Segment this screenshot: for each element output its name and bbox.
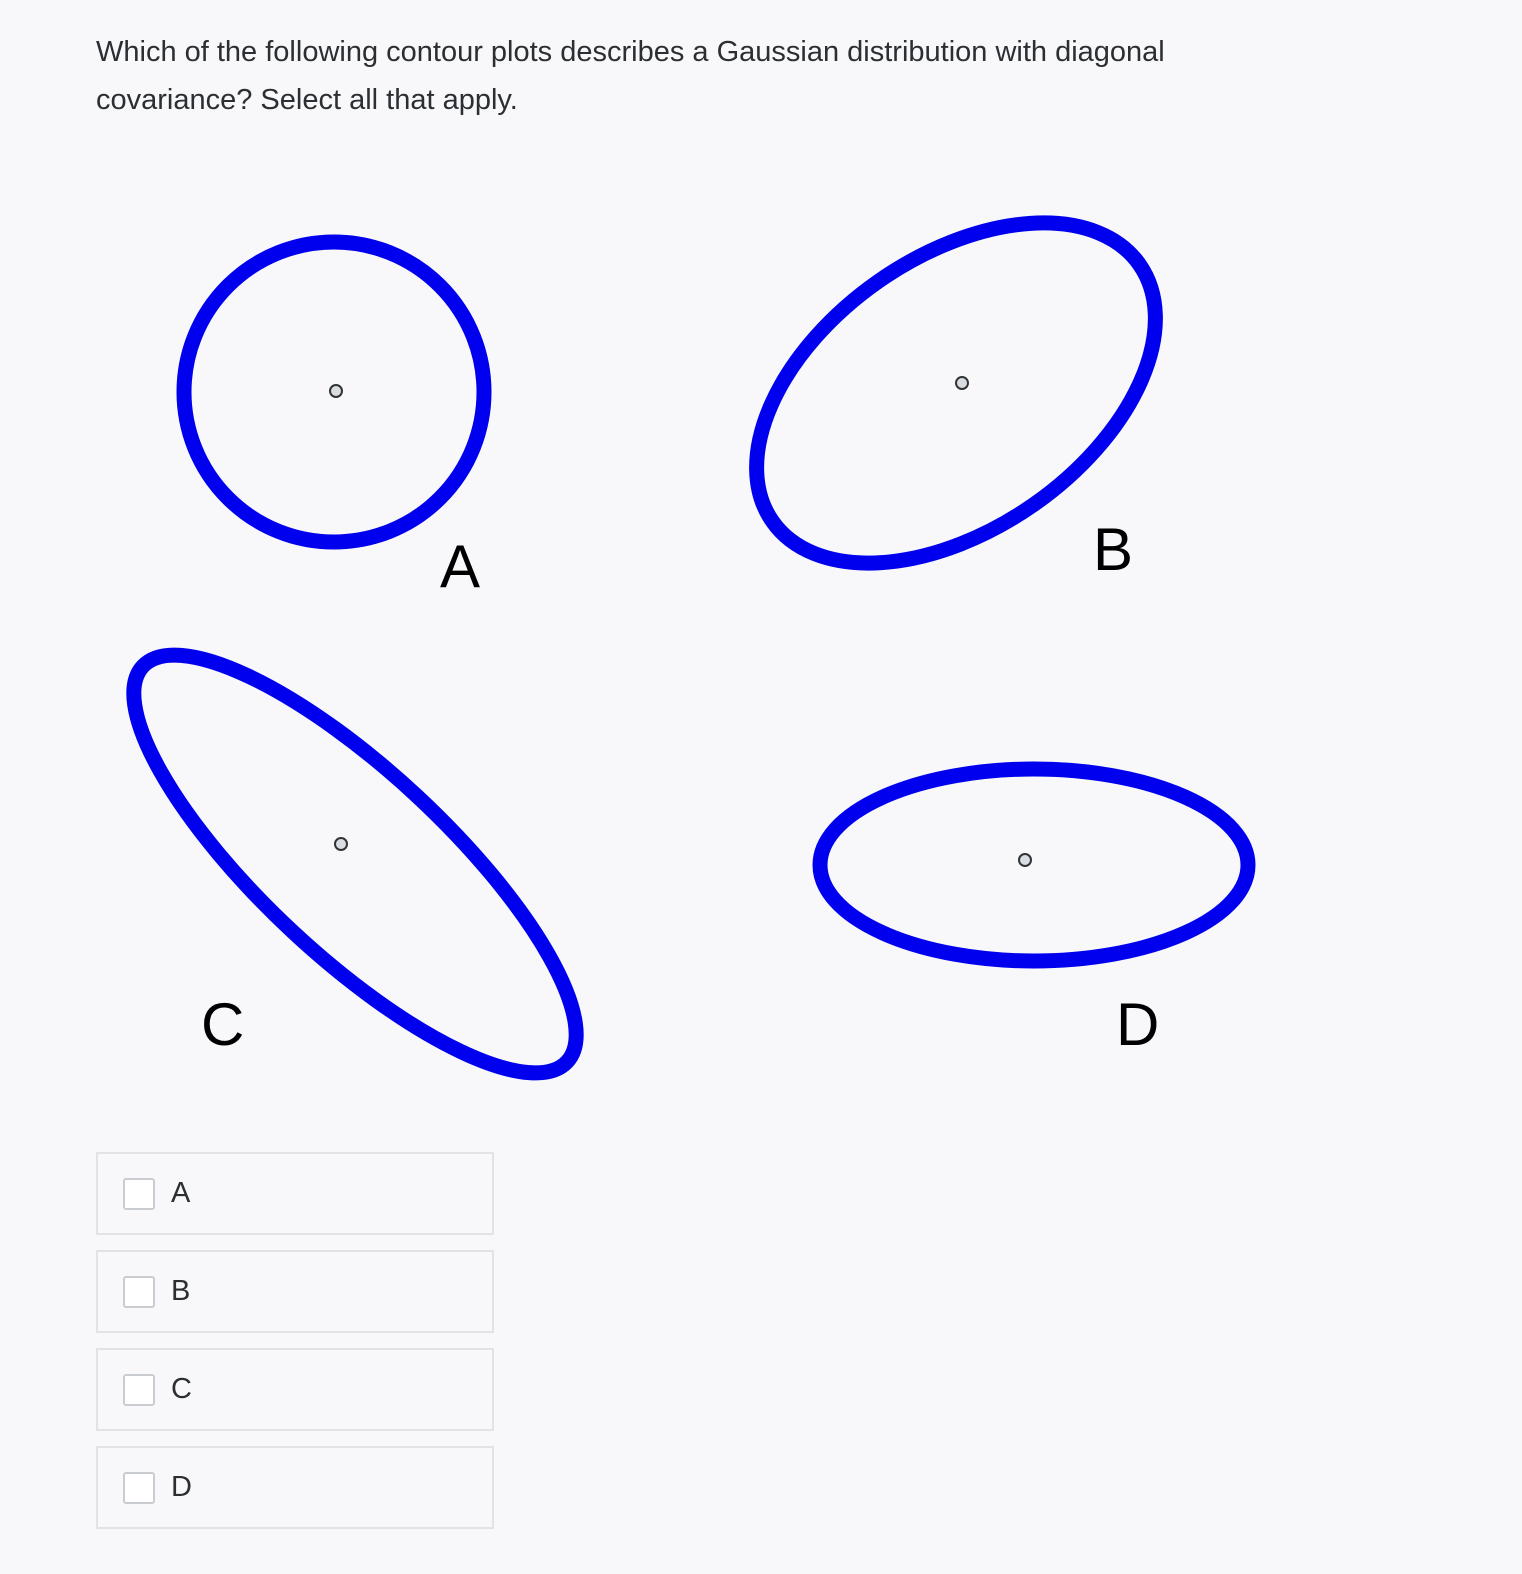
mean-point-c [335, 838, 347, 850]
option-c[interactable] [96, 1348, 494, 1431]
plot-label-c: C [201, 991, 245, 1058]
contour-plot-d [820, 769, 1248, 1058]
plot-label-a: A [440, 533, 481, 600]
question-text: Which of the following contour plots describes a Gaussian distribution with diagonal covariance? Select all that apply. [96, 36, 1165, 116]
mean-point-b [956, 377, 968, 389]
contour-ellipse-b [695, 153, 1218, 633]
mean-point-a [330, 385, 342, 397]
mean-point-d [1019, 854, 1031, 866]
option-d-label: D [171, 1471, 192, 1503]
answer-options [96, 1152, 494, 1544]
option-b-label: B [171, 1275, 191, 1307]
contour-plot-b [695, 153, 1218, 633]
option-d[interactable] [96, 1446, 494, 1529]
option-b-checkbox[interactable] [123, 1276, 155, 1308]
option-c-label: C [171, 1373, 192, 1405]
plot-label-b: B [1093, 516, 1134, 583]
contour-plot-c [80, 599, 630, 1110]
contour-ellipse-d [820, 769, 1248, 961]
option-a-label: A [171, 1177, 191, 1209]
contour-ellipse-c [80, 599, 630, 1110]
plot-label-d: D [1116, 991, 1160, 1058]
option-b[interactable] [96, 1250, 494, 1333]
option-c-checkbox[interactable] [123, 1374, 155, 1406]
contour-plot-a [184, 242, 484, 600]
option-d-checkbox[interactable] [123, 1472, 155, 1504]
option-a-checkbox[interactable] [123, 1178, 155, 1210]
option-a[interactable] [96, 1152, 494, 1235]
